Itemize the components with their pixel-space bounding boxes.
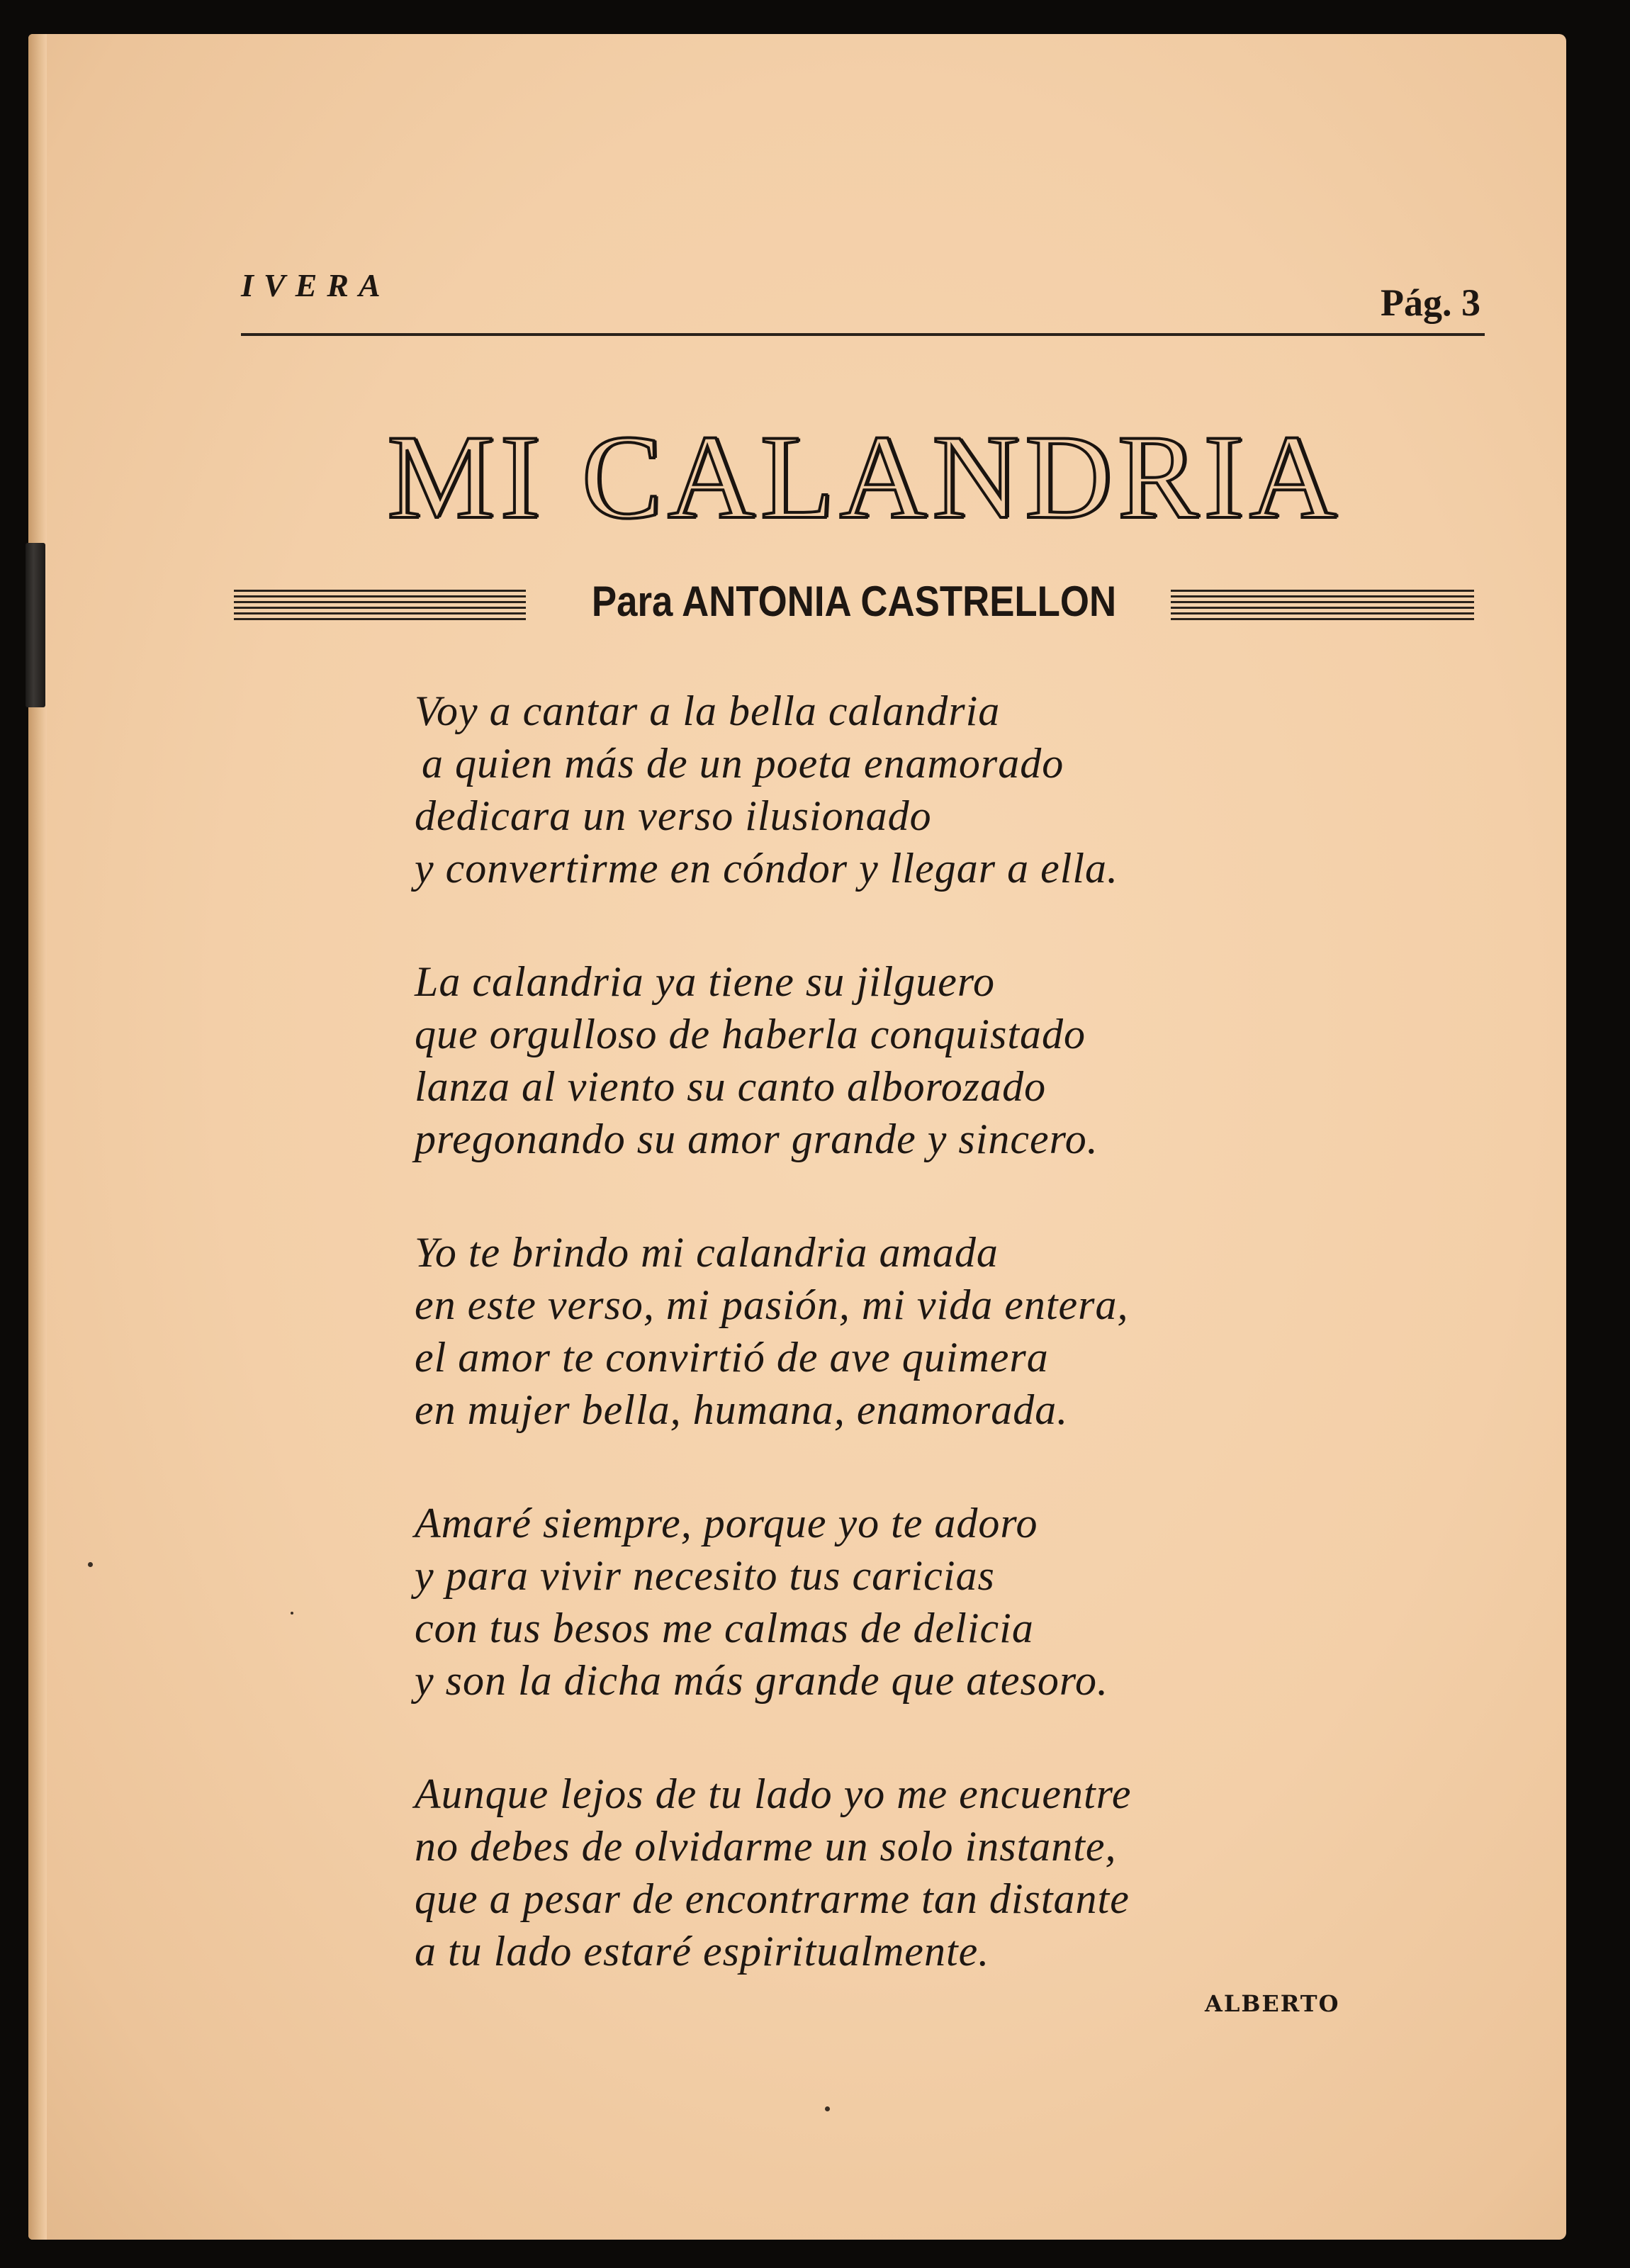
verse-line: el amor te convirtió de ave quimera (415, 1334, 1049, 1381)
paper-speck (825, 2106, 830, 2111)
stanza-5 (415, 1768, 1407, 1977)
stanza-2 (415, 955, 1407, 1165)
verse-line: y convertirme en cóndor y llegar a ella. (415, 845, 1119, 892)
verse-line: que a pesar de encontrarme tan distante (415, 1875, 1130, 1922)
verse-line: en este verso, mi pasión, mi vida entera, (415, 1281, 1129, 1328)
verse-line: que orgulloso de haberla conquistado (415, 1011, 1086, 1057)
verse-line: y para vivir necesito tus caricias (415, 1552, 995, 1599)
stanza-4 (415, 1497, 1407, 1707)
poem-body (415, 685, 1407, 2038)
ornament-lines-left (234, 590, 526, 622)
verse-line: en mujer bella, humana, enamorada. (415, 1386, 1069, 1433)
verse-line: Yo te brindo mi calandria amada (415, 1229, 999, 1276)
running-header (241, 262, 1485, 333)
verse-line: y son la dicha más grande que atesoro. (415, 1657, 1109, 1704)
verse-line: pregonando su amor grande y sincero. (415, 1116, 1098, 1162)
verse-line: con tus besos me calmas de delicia (415, 1605, 1034, 1651)
verse-line: Amaré siempre, porque yo te adoro (415, 1500, 1038, 1546)
binding-staple (26, 543, 45, 707)
stanza-1 (415, 685, 1407, 894)
publication-name: IVERA (241, 267, 390, 303)
dedication-row (234, 573, 1474, 636)
verse-line: dedicara un verso ilusionado (415, 792, 932, 839)
verse-line: lanza al viento su canto alborozado (415, 1063, 1047, 1110)
paper-speck (291, 1612, 293, 1615)
dedication: Para ANTONIA CASTRELLON (591, 578, 1117, 625)
magazine-page (28, 34, 1566, 2240)
author-signature: ALBERTO (1205, 1990, 1340, 2017)
verse-line: La calandria ya tiene su jilguero (415, 958, 996, 1005)
verse-line: a tu lado estaré espiritualmente. (415, 1928, 990, 1975)
page-spine (28, 34, 47, 2240)
verse-line: Voy a cantar a la bella calandria (415, 687, 1001, 734)
ornament-lines-right (1171, 590, 1474, 622)
header-rule (241, 333, 1485, 336)
page-number: Pág. 3 (1381, 281, 1480, 324)
verse-line: no debes de olvidarme un solo instante, (415, 1823, 1117, 1870)
verse-line: Aunque lejos de tu lado yo me encuentre (415, 1770, 1132, 1817)
poem-title: MI CALANDRIA (387, 410, 1342, 544)
paper-speck (88, 1562, 93, 1567)
stanza-3 (415, 1226, 1407, 1436)
verse-line: a quien más de un poeta enamorado (422, 740, 1064, 787)
